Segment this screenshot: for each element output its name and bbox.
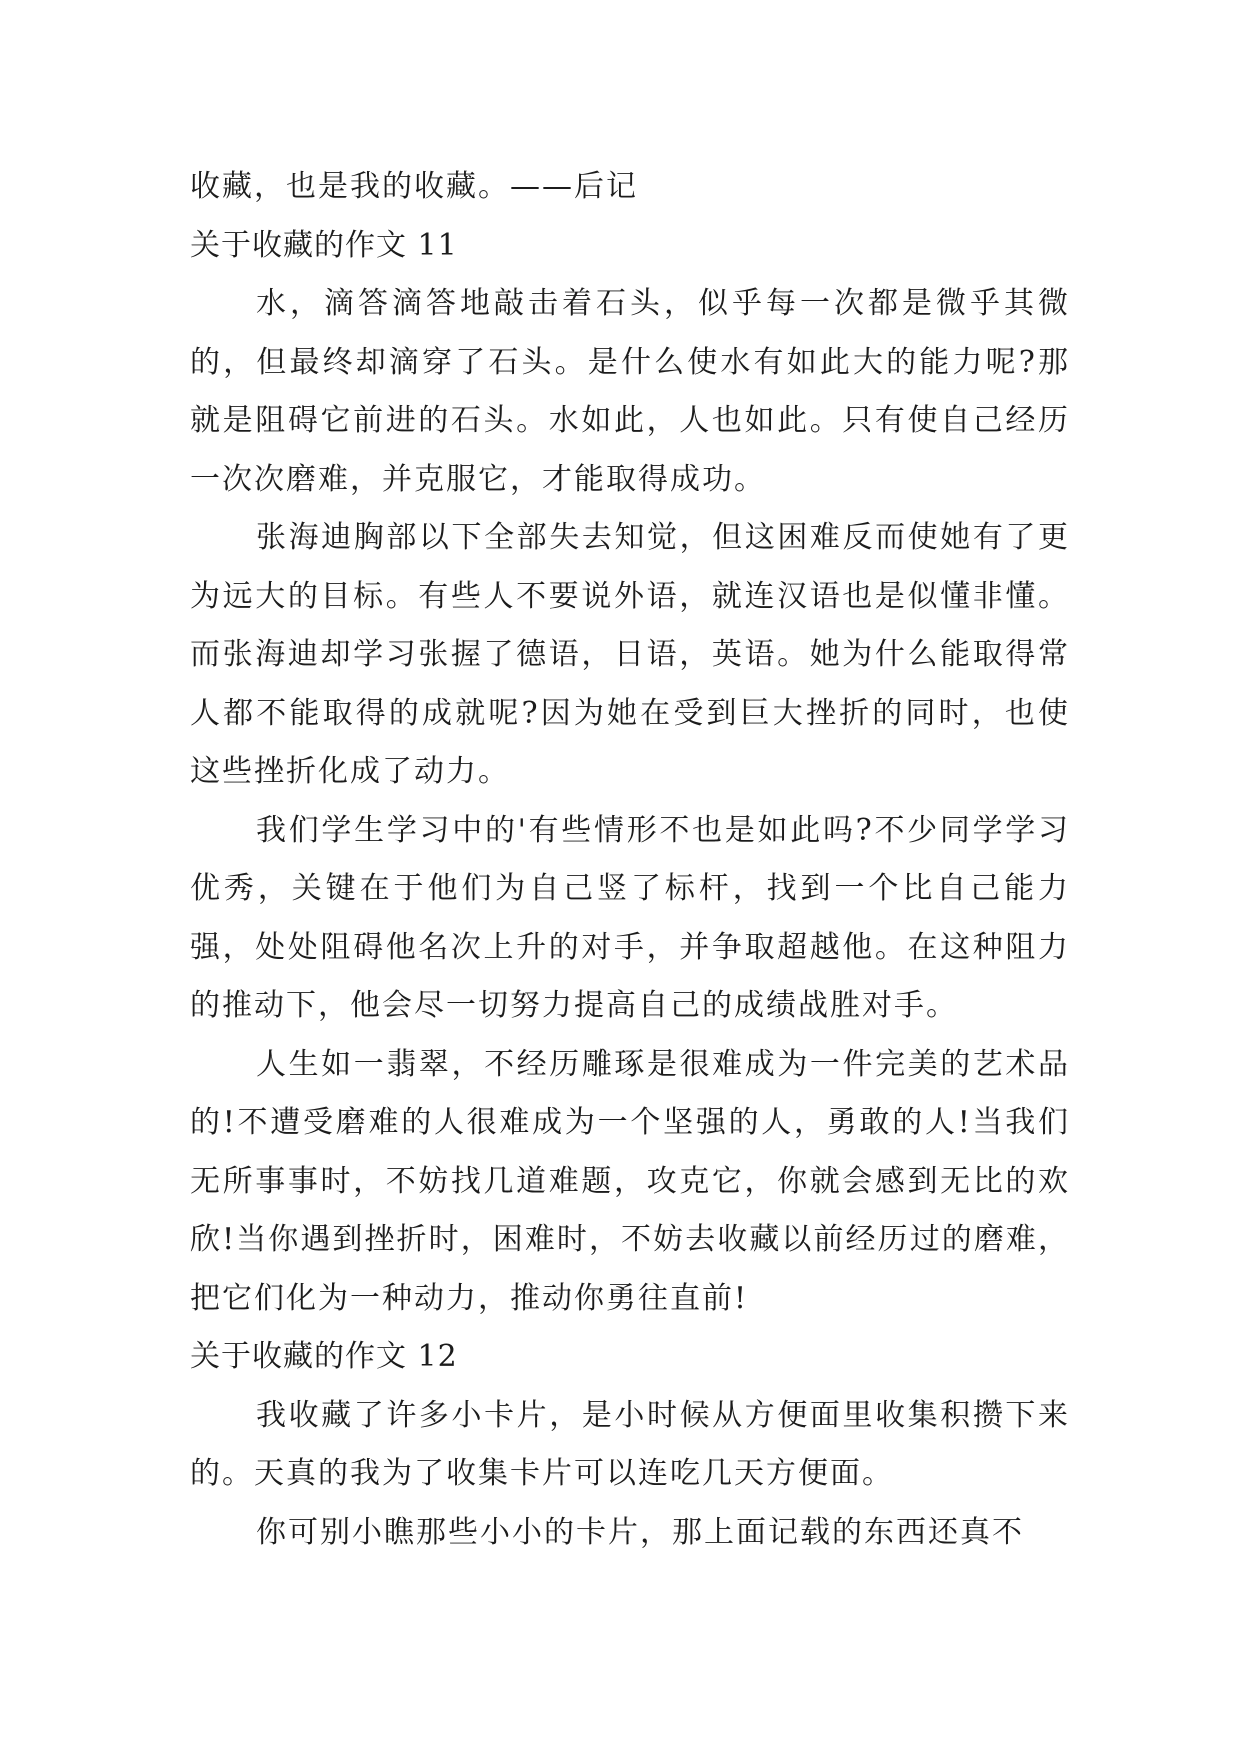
section-heading-12: 关于收藏的作文 12 — [190, 1339, 458, 1374]
paragraph: 张海迪胸部以下全部失去知觉，但这困难反而使她有了更为远大的目标。有些人不要说外语，就连汉语也是似懂非懂。而张海迪却学习张握了德语，日语，英语。她为什么能取得常人都不能取得的成就呢?因为她在受到巨大挫折的同时，也使这些挫折化成了动力。 — [190, 520, 1070, 789]
paragraph: 我们学生学习中的'有些情形不也是如此吗?不少同学学习优秀，关键在于他们为自己竖了标杆，找到一个比自己能力强，处处阻碍他名次上升的对手，并争取超越他。在这种阻力的推动下，他会尽一切努力提高自己的成绩战胜对手。 — [190, 812, 1070, 1023]
paragraph: 你可别小瞧那些小小的卡片，那上面记载的东西还真不 — [256, 1514, 1024, 1550]
document-body — [190, 158, 1070, 1562]
section-heading-11: 关于收藏的作文 11 — [190, 227, 458, 263]
paragraph-continuation: 收藏，也是我的收藏。——后记 — [190, 169, 638, 204]
paragraph: 我收藏了许多小卡片，是小时候从方便面里收集积攒下来的。天真的我为了收集卡片可以连吃几天方便面。 — [190, 1397, 1070, 1491]
paragraph: 水，滴答滴答地敲击着石头，似乎每一次都是微乎其微的，但最终却滴穿了石头。是什么使水有如此大的能力呢?那就是阻碍它前进的石头。水如此，人也如此。只有使自己经历一次次磨难，并克服它，才能取得成功。 — [190, 286, 1070, 497]
paragraph: 人生如一翡翠，不经历雕琢是很难成为一件完美的艺术品的!不遭受磨难的人很难成为一个坚强的人，勇敢的人!当我们无所事事时，不妨找几道难题，攻克它，你就会感到无比的欢欣!当你遇到挫折时，困难时，不妨去收藏以前经历过的磨难，把它们化为一种动力，推动你勇往直前! — [190, 1046, 1070, 1316]
